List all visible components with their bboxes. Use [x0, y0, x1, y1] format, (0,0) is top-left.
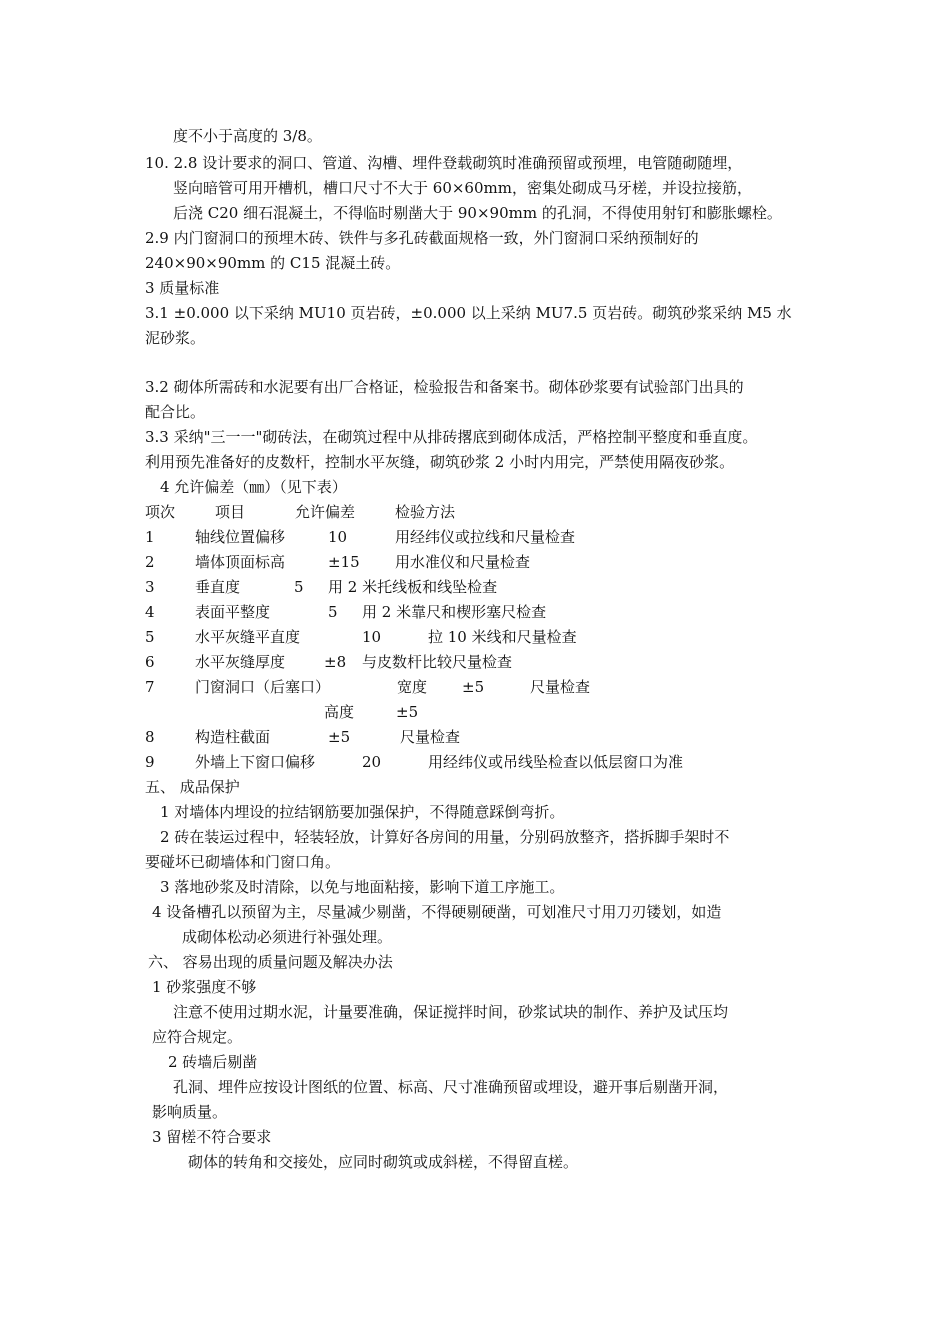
text-line: 3.2 砌体所需砖和水泥要有出厂合格证，检验报告和备案书。砌体砂浆要有试验部门出具的 — [145, 378, 744, 396]
table-cell: 水平灰缝平直度 — [195, 628, 301, 646]
table-cell: ±5 — [328, 728, 351, 746]
text-line: 3.3 采纳"三一一"砌砖法，在砌筑过程中从排砖撂底到砌体成活，严格控制平整度和垂直度。 — [145, 428, 758, 446]
table-cell: 宽度 — [397, 678, 428, 696]
table-cell: 尺量检查 — [400, 728, 461, 746]
text-line: 2 砖在装运过程中，轻装轻放，计算好各房间的用量，分别码放整齐，搭拆脚手架时不 — [160, 828, 730, 846]
table-row — [0, 627, 950, 647]
text-line: 注意不使用过期水泥，计量要准确，保证搅拌时间，砂浆试块的制作、养护及试压均 — [173, 1003, 729, 1021]
section-heading: 4 允许偏差（㎜）（见下表） — [160, 478, 347, 496]
table-header — [0, 502, 950, 522]
subheading: 1 砂浆强度不够 — [152, 978, 257, 996]
table-cell: 高度 — [324, 703, 355, 721]
text-line: 3 落地砂浆及时清除，以免与地面粘接，影响下道工序施工。 — [160, 878, 565, 896]
table-cell: 外墙上下窗口偏移 — [195, 753, 316, 771]
section-heading: 3 质量标准 — [145, 279, 220, 297]
table-row — [0, 652, 950, 672]
table-cell: 3 — [145, 578, 155, 596]
table-cell: 构造柱截面 — [195, 728, 271, 746]
text-line: 孔洞、埋件应按设计图纸的位置、标高、尺寸准确预留或埋设，避开事后剔凿开洞， — [173, 1078, 729, 1096]
table-cell: 用水准仪和尺量检查 — [395, 553, 531, 571]
section-heading: 五、 成品保护 — [145, 778, 240, 796]
text-line: 后浇 C20 细石混凝土，不得临时剔凿大于 90×90mm 的孔洞，不得使用射钉和膨胀螺栓。 — [173, 204, 782, 222]
table-cell: 20 — [362, 753, 382, 771]
header-cell: 项次 — [145, 503, 176, 521]
text-line: 度不小于高度的 3/8。 — [173, 127, 322, 145]
table-cell: 用经纬仪或吊线坠检查以低层窗口为准 — [428, 753, 684, 771]
table-cell: 7 — [145, 678, 155, 696]
table-row — [0, 752, 950, 772]
text-line: 配合比。 — [145, 403, 206, 421]
table-cell: 8 — [145, 728, 155, 746]
table-cell: 拉 10 米线和尺量检查 — [428, 628, 577, 646]
table-cell: 尺量检查 — [530, 678, 591, 696]
table-cell: 水平灰缝厚度 — [195, 653, 286, 671]
table-row — [0, 552, 950, 572]
text-line: 240×90×90mm 的 C15 混凝土砖。 — [145, 254, 401, 272]
text-line: 应符合规定。 — [152, 1028, 243, 1046]
text-line: 3.1 ±0.000 以下采纳 MU10 页岩砖，±0.000 以上采纳 MU7.5 页岩砖。砌筑砂浆采纳 M5 水 — [145, 304, 792, 322]
table-row — [0, 677, 950, 697]
table-cell: 轴线位置偏移 — [195, 528, 286, 546]
table-cell: 用 2 米托线板和线坠检查 — [328, 578, 498, 596]
table-row — [0, 577, 950, 597]
table-row — [0, 527, 950, 547]
table-cell: 9 — [145, 753, 155, 771]
table-cell: 与皮数杆比较尺量检查 — [362, 653, 513, 671]
table-cell: 1 — [145, 528, 155, 546]
table-cell: 门窗洞口（后塞口） — [195, 678, 331, 696]
subheading: 3 留槎不符合要求 — [152, 1128, 272, 1146]
text-line: 10. 2.8 设计要求的洞口、管道、沟槽、埋件登载砌筑时准确预留或预埋，电管随砌随埋， — [145, 154, 743, 172]
header-cell: 允许偏差 — [295, 503, 356, 521]
text-line: 影响质量。 — [152, 1103, 228, 1121]
text-line: 1 对墙体内埋设的拉结钢筋要加强保护，不得随意踩倒弯折。 — [160, 803, 565, 821]
subheading: 2 砖墙后剔凿 — [168, 1053, 258, 1071]
table-cell: ±5 — [396, 703, 419, 721]
text-line: 竖向暗管可用开槽机，槽口尺寸不大于 60×60mm，密集处砌成马牙槎，并设拉接筋， — [173, 179, 752, 197]
table-row — [0, 727, 950, 747]
table-cell: 10 — [362, 628, 382, 646]
table-cell: 5 — [328, 603, 338, 621]
header-cell: 检验方法 — [395, 503, 456, 521]
text-line: 要碰坏已砌墙体和门窗口角。 — [145, 853, 341, 871]
table-cell: 表面平整度 — [195, 603, 271, 621]
table-cell: 10 — [328, 528, 348, 546]
section-heading: 六、 容易出现的质量问题及解决办法 — [148, 953, 393, 971]
table-cell: 垂直度 — [195, 578, 241, 596]
text-line: 泥砂浆。 — [145, 329, 206, 347]
text-line: 砌体的转角和交接处，应同时砌筑或成斜槎，不得留直槎。 — [188, 1153, 579, 1171]
table-cell: 5 — [294, 578, 304, 596]
text-line: 利用预先准备好的皮数杆，控制水平灰缝，砌筑砂浆 2 小时内用完，严禁使用隔夜砂浆。 — [145, 453, 735, 471]
table-row — [0, 702, 950, 722]
table-cell: 4 — [145, 603, 155, 621]
table-cell: ±8 — [324, 653, 347, 671]
text-line: 成砌体松动必须进行补强处理。 — [182, 928, 393, 946]
table-cell: 墙体顶面标高 — [195, 553, 286, 571]
table-row — [0, 602, 950, 622]
text-line: 4 设备槽孔以预留为主，尽量减少剔凿，不得硬剔硬凿，可划准尺寸用刀刃镂划，如造 — [152, 903, 722, 921]
table-cell: 5 — [145, 628, 155, 646]
text-line: 2.9 内门窗洞口的预埋木砖、铁件与多孔砖截面规格一致，外门窗洞口采纳预制好的 — [145, 229, 699, 247]
table-cell: 6 — [145, 653, 155, 671]
table-cell: 用经纬仪或拉线和尺量检查 — [395, 528, 576, 546]
table-cell: ±5 — [462, 678, 485, 696]
table-cell: ±15 — [328, 553, 360, 571]
table-cell: 用 2 米靠尺和楔形塞尺检查 — [362, 603, 547, 621]
header-cell: 项目 — [215, 503, 246, 521]
table-cell: 2 — [145, 553, 155, 571]
